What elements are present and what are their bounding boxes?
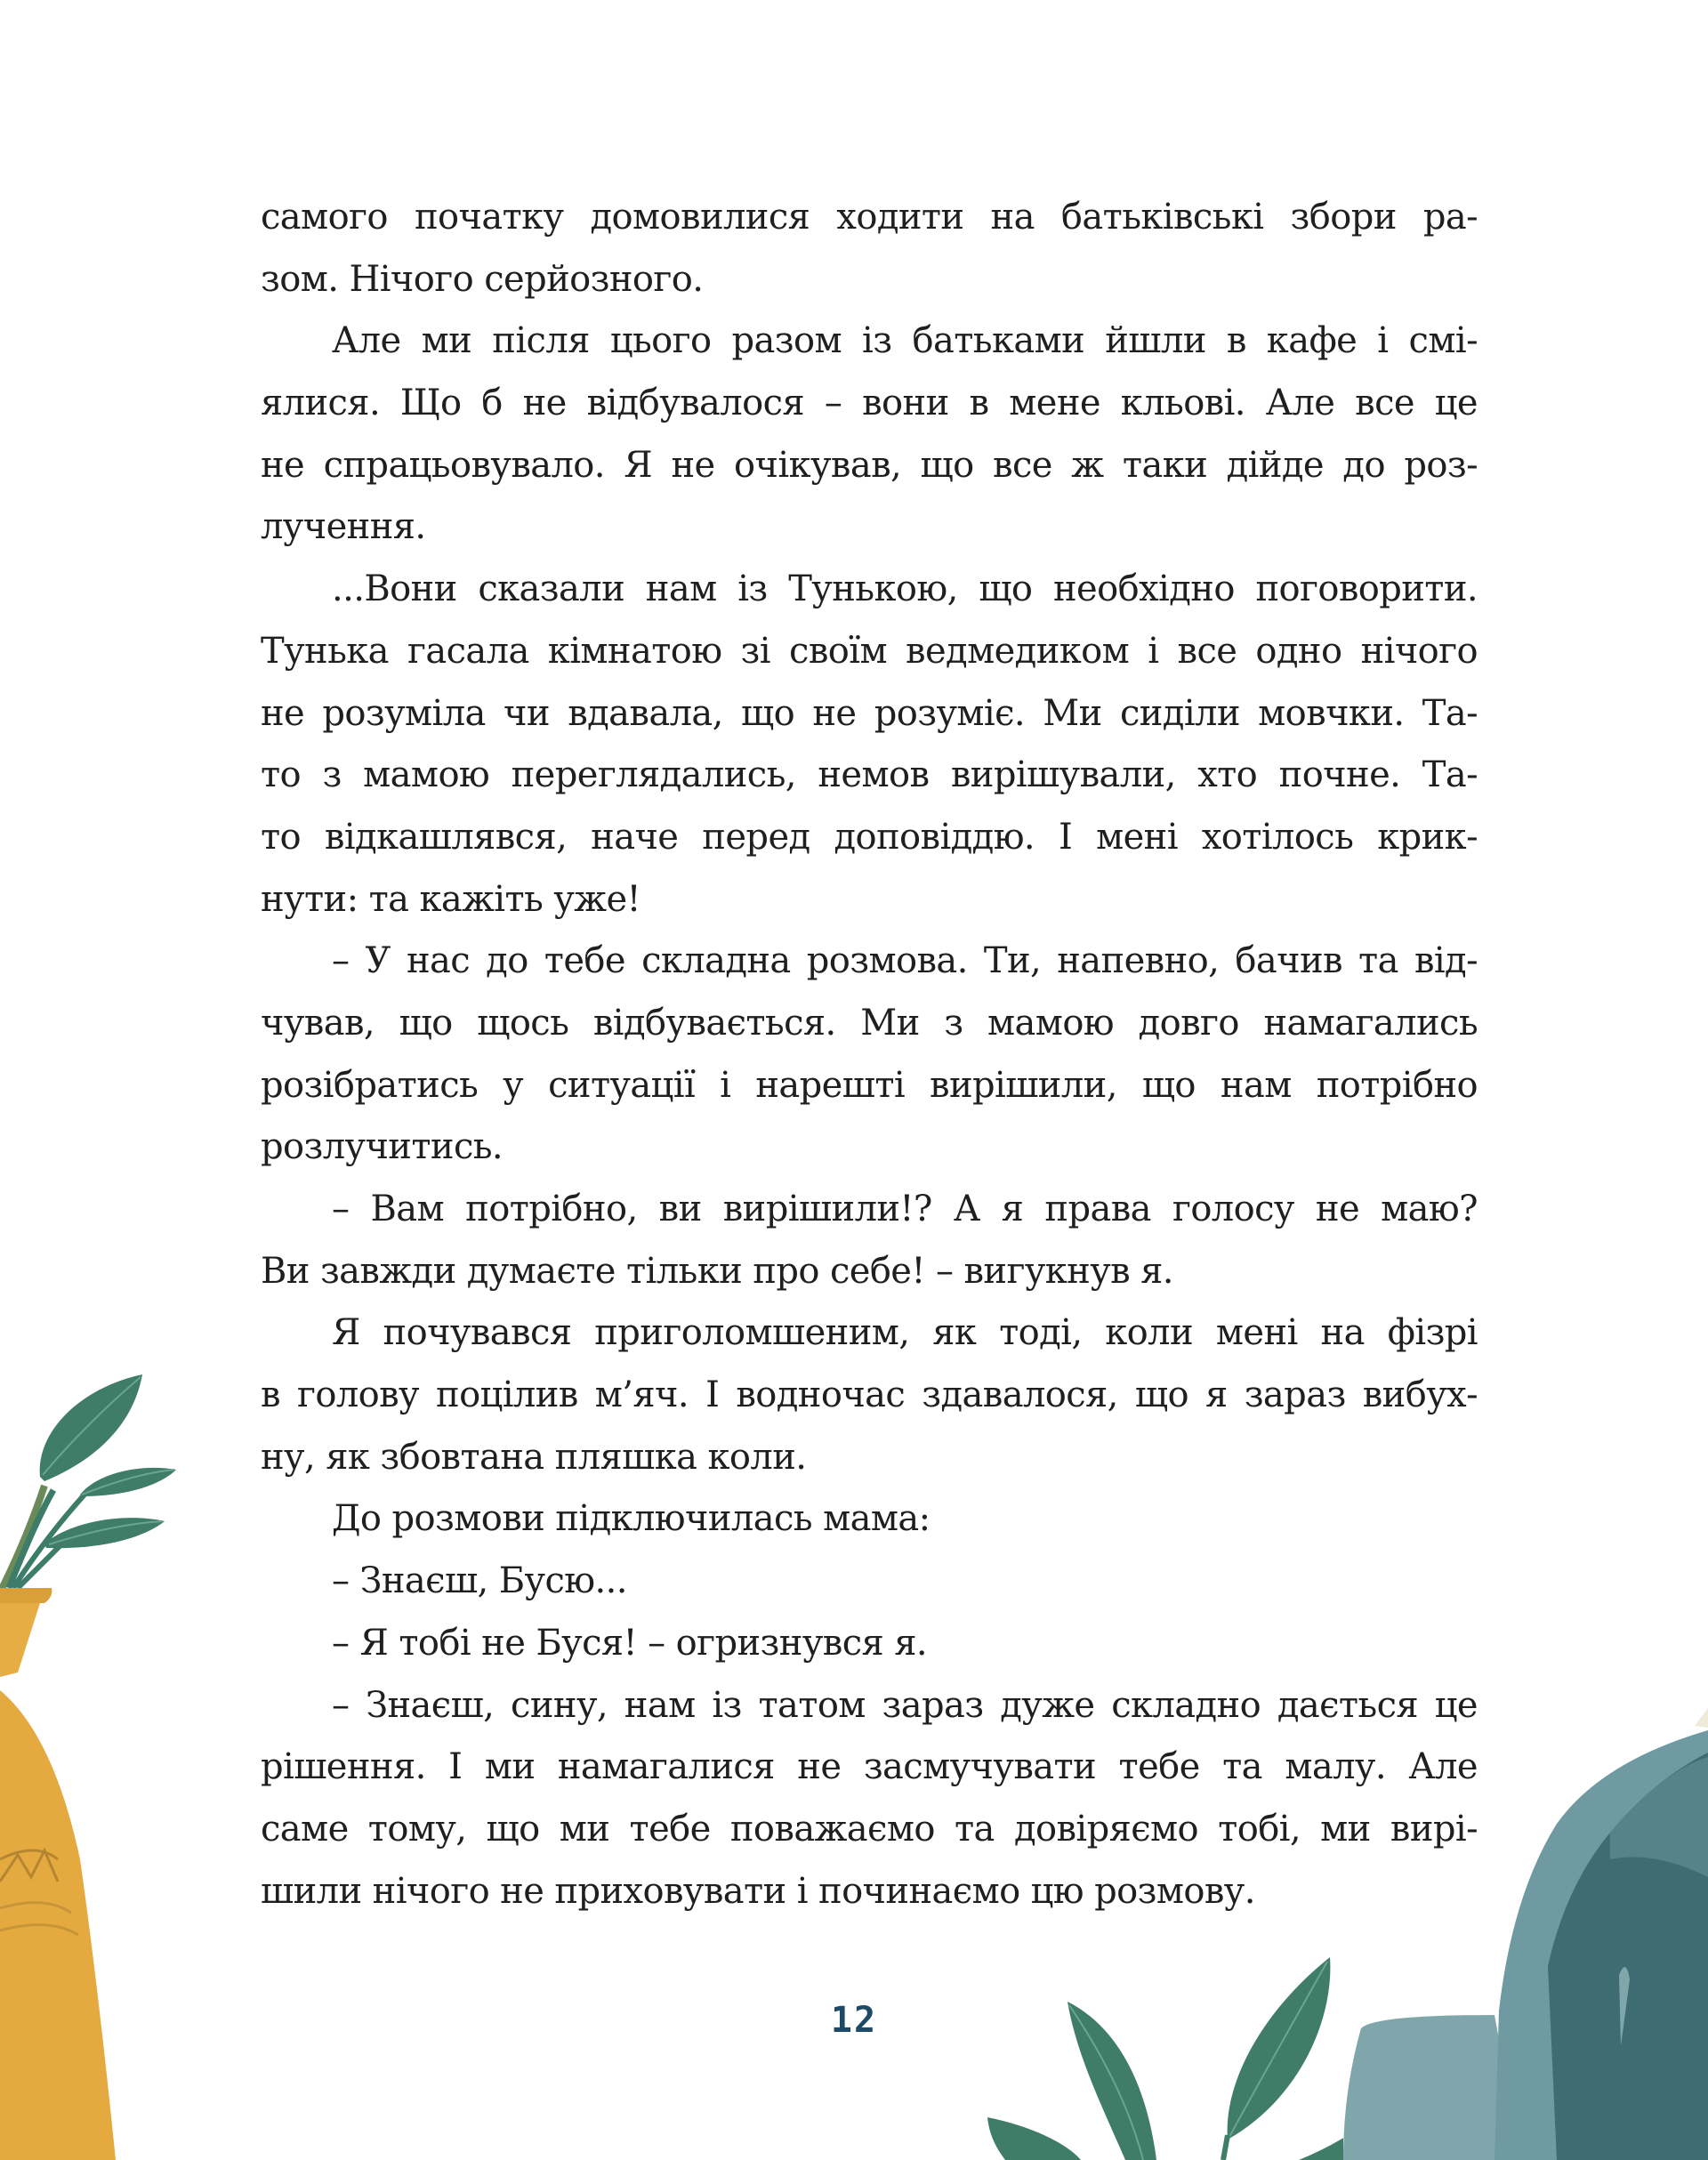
text-line: – Я тобі не Буся! – огризнувся я. [332, 1622, 927, 1664]
text-line: самого початку домовилися ходити на батьківські збори ра- [261, 197, 1478, 238]
text-line: До розмови підключилась мама: [332, 1498, 931, 1540]
text-line: розлучитись. [261, 1126, 504, 1168]
text-line: не розуміла чи вдавала, що не розуміє. Ми сиділи мовчки. Та- [261, 692, 1478, 734]
text-line: розібратись у ситуації і нарешті вирішили, що нам потрібно [261, 1064, 1478, 1106]
text-line: ...Вони сказали нам із Тунькою, що необхідно поговорити. [332, 568, 1478, 610]
leaves-illustration [970, 1948, 1343, 2160]
text-line: то з мамою переглядались, немов вирішували, хто почне. Та- [261, 754, 1478, 796]
text-line: – Знаєш, Бусю... [332, 1560, 627, 1602]
text-line: Тунька гасала кімнатою зі своїм ведмедиком і все одно нічого [261, 630, 1478, 672]
text-line: шили нічого не приховувати і починаємо цю розмову. [261, 1870, 1255, 1912]
text-line: Але ми після цього разом із батьками йшли в кафе і смі- [332, 320, 1478, 362]
text-line: саме тому, що ми тебе поважаємо та довіряємо тобі, ми вирі- [261, 1808, 1478, 1850]
text-line: нути: та кажіть уже! [261, 878, 641, 920]
text-line: рішення. І ми намагалися не засмучувати тебе та малу. Але [261, 1746, 1478, 1788]
text-line: Я почувався приголомшеним, як тоді, коли мені на фізрі [332, 1312, 1478, 1354]
text-line: ялися. Що б не відбувалося – вони в мене кльові. Але все це [261, 383, 1478, 424]
text-line: не спрацьовувало. Я не очікував, що все ж таки дійде до роз- [261, 444, 1478, 486]
text-line: – Знаєш, сину, нам із татом зараз дуже складно дається це [332, 1684, 1478, 1726]
text-line: чував, що щось відбувається. Ми з мамою довго намагались [261, 1002, 1478, 1044]
page-number: 12 [830, 2000, 878, 2041]
text-line: ну, як збовтана пляшка коли. [261, 1436, 807, 1478]
body-text [261, 187, 1478, 1922]
text-line: то відкашлявся, наче перед доповіддю. І мені хотілось крик- [261, 816, 1478, 858]
text-line: Ви завжди думаєте тільки про себе! – вигукнув я. [261, 1250, 1173, 1292]
text-line: лучення. [261, 506, 426, 548]
text-line: – Вам потрібно, ви вирішили!? А я права голосу не маю? [332, 1189, 1478, 1229]
text-line: – У нас до тебе складна розмова. Ти, напевно, бачив та від- [332, 940, 1478, 982]
text-line: в голову поцілив м’яч. І водночас здавалося, що я зараз вибух- [261, 1374, 1478, 1416]
text-line: зом. Нічого серйозного. [261, 258, 704, 300]
